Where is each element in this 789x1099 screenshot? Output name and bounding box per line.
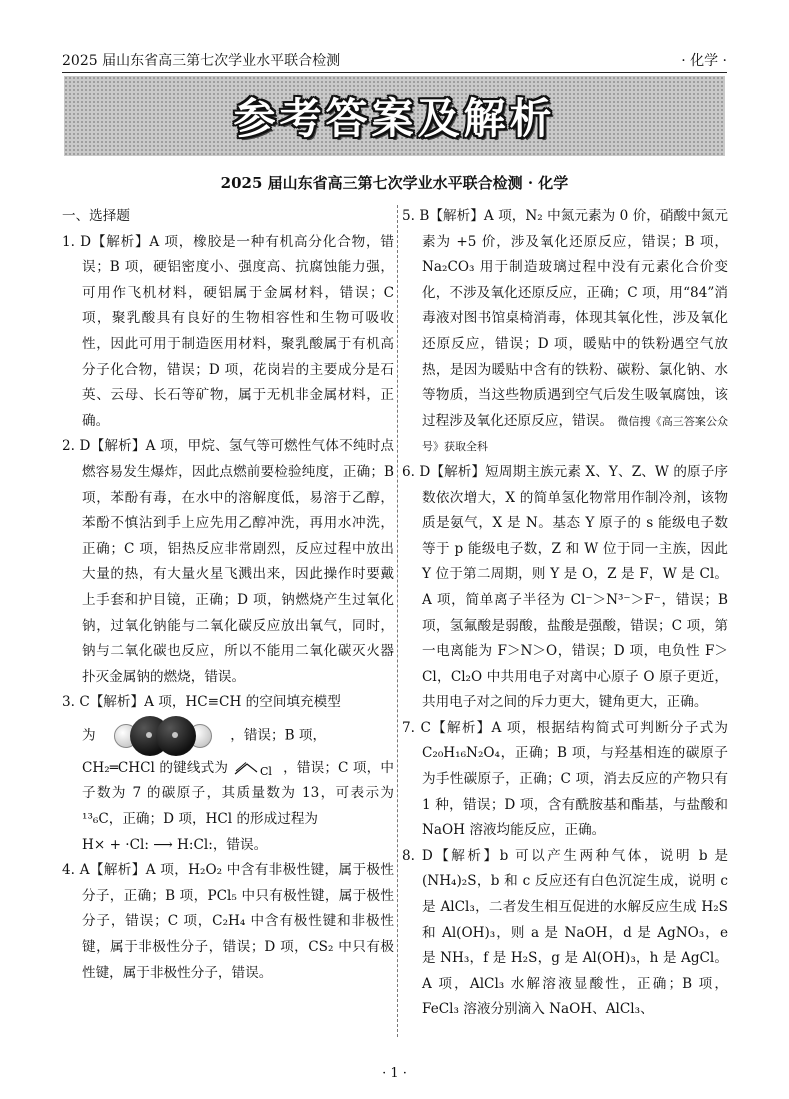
acetylene-space-filling-model [114, 716, 212, 756]
answer-item-6 [402, 460, 728, 716]
page-number: · 1 · [382, 1066, 407, 1081]
item-text: C【解析】A 项，根据结构简式可判断分子式为 C₂₀H₁₆N₂O₄，正确；B 项，与羟基相连的碳原子为手性碳原子，正确；C 项，消去反应的产物只有 1 种，错误；D 项，含有酰胺基和酯基，与盐酸和 NaOH 溶液均能反应，正确。 [420, 719, 728, 839]
chlorine-label: Cl [259, 765, 272, 778]
answer-item-5 [402, 204, 728, 460]
item-text: D【解析】b 可以产生两种气体，说明 b 是 (NH₄)₂S，b 和 c 反应还有白色沉淀生成，说明 c 是 AlCl₃，二者发生相互促进的水解反应生成 H₂S 和 Al(OH)₃，则 a 是 NaOH，d 是 AgNO₃，e 是 NH₃，f 是 H₂S，g 是 Al(OH)₃，h 是 AgCl。A 项，AlCl₃ 水解溶液显酸性，正确；B 项，FeCl₃ 溶液分别滴入 NaOH、AlCl₃、 [421, 847, 729, 1018]
column-divider [397, 205, 398, 1037]
item-number: 7. [402, 719, 415, 736]
answer-item-2 [62, 434, 394, 690]
item-text: D【解析】短周期主族元素 X、Y、Z、W 的原子序数依次增大，X 的简单氢化物常用作制冷剂，该物质是氨气，X 是 N。基态 Y 原子的 s 能级电子数等于 p 能级电子数，Z 和 W 位于同一主族，因此 Y 位于第二周期，则 Y 是 O，Z 是 F，W 是 Cl。A 项，简单离子半径为 Cl⁻＞N³⁻＞F⁻，错误；B 项，氢氟酸是弱酸，盐酸是强酸，错误；C 项，第一电离能为 F＞N＞O，错误；D 项，电负性 F＞Cl，Cl₂O 中共用电子对离中心原子 O 原子更近，共用电子对之间的斥力更大，键角更大，正确。 [419, 463, 728, 711]
item-text-part3a: CH₂═CHCl 的键线式为 [82, 759, 229, 776]
right-column [402, 204, 728, 1023]
item-number: 3. [62, 694, 75, 711]
left-column [62, 204, 394, 986]
item-text: D【解析】A 项，甲烷、氢气等可燃性气体不纯时点燃容易发生爆炸，因此点燃前要检验纯度，正确；B 项，苯酚有毒，在水中的溶解度低，易溶于乙醇，苯酚不慎沾到手上应先用乙醇冲洗，再用水冲洗，正确；C 项，铝热反应非常剧烈，反应过程中放出大量的热，有大量火星飞溅出来，因此操作时要戴上手套和护目镜，正确；D 项，钠燃烧产生过氧化钠，过氧化钠能与二氧化碳反应放出氧气，同时，钠与二氧化碳也反应，所以不能用二氧化碳灭火器扑灭金属钠的燃烧，错误。 [79, 438, 394, 685]
item-number: 2. [62, 438, 75, 455]
carbon-atom [156, 716, 196, 756]
item-number: 8. [402, 847, 415, 864]
vinyl-chloride-skeletal-formula [233, 759, 279, 777]
item-number: 1. [62, 233, 75, 250]
answer-item-8 [402, 844, 728, 1023]
item-number: 4. [62, 862, 75, 879]
header-exam-title: 2025 届山东省高三第七次学业水平联合检测 [62, 53, 341, 69]
running-header [62, 42, 727, 73]
answer-item-3 [62, 690, 394, 858]
hcl-formation-equation: H× + ·Cl: ⟶ H:Cl:，错误。 [82, 836, 268, 853]
answer-item-7 [402, 716, 728, 844]
answer-item-4 [62, 858, 394, 986]
item-text-part1: C【解析】A 项，HC≡CH 的空间填充模型 [79, 694, 341, 711]
item-text: A【解析】A 项，H₂O₂ 中含有非极性键，属于极性分子，正确；B 项，PCl₅ 中只有极性键，属于极性分子，错误；C 项，C₂H₄ 中含有极性键和非极性键，属于非极性分子，错误；D 项，CS₂ 中只有极性键，属于非极性分子，错误。 [79, 862, 394, 981]
watermark-note: 微信搜《高三答案公众号》获取全科 [422, 414, 729, 454]
item-text-part3b: ，错误；C 项，中子数为 7 的碳原子，其质量数为 13，可表示为 ¹³₆C，正确；D 项，HCl 的形成过程为 [82, 759, 394, 828]
item-text: B【解析】A 项，N₂ 中氮元素为 0 价，硝酸中氮元素为 +5 价，涉及氧化还原反应，错误；B 项，Na₂CO₃ 用于制造玻璃过程中没有元素化合价变化，不涉及氧化还原反应，正确；C 项，用“84”消毒液对图书馆桌椅消毒，体现其氧化性，涉及氧化还原反应，错误；D 项，暖贴中的铁粉遇空气放热，是因为暖贴中含有的铁粉、碳粉、氯化钠、水等物质，当这些物质遇到空气后发生吸氧腐蚀，该过程涉及氧化还原反应，错误。 [419, 208, 728, 429]
section-title: 一、选择题 [62, 208, 130, 224]
item-number: 6. [402, 463, 415, 480]
header-subject: · 化学 · [681, 53, 727, 69]
document-subtitle: 2025 届山东省高三第七次学业水平联合检测 · 化学 [220, 174, 569, 192]
banner-title: 参考答案及解析 [233, 94, 556, 143]
item-text-part2a: 为 [82, 727, 96, 744]
item-text-part2b: ，错误；B 项， [230, 727, 327, 744]
item-number: 5. [402, 208, 415, 224]
answer-item-1 [62, 230, 394, 435]
item-text: D【解析】A 项，橡胶是一种有机高分化合物，错误；B 项，硬铝密度小、强度高、抗腐蚀能力强，可用作飞机材料，硬铝属于金属材料，错误；C 项，聚乳酸具有良好的生物相容性和生物可吸收性，因此可用于制造医用材料，聚乳酸属于有机高分子化合物，错误；D 项，花岗岩的主要成分是石英、云母、长石等矿物，属于无机非金属材料，正确。 [80, 233, 394, 429]
title-banner [64, 76, 725, 156]
